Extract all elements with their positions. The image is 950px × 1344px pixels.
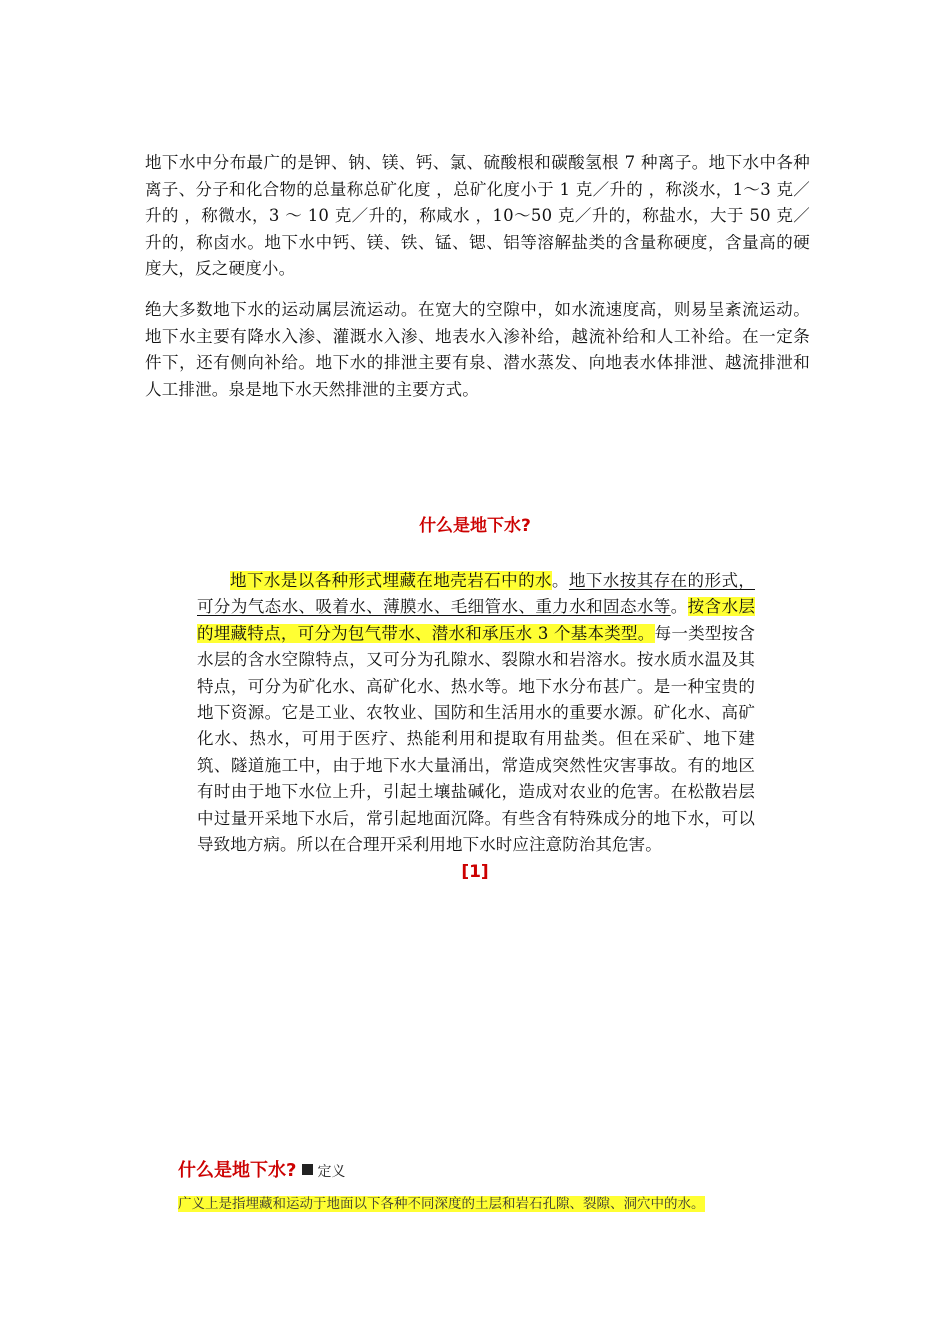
highlighted-text: 按含水层的埋藏特点，可分为包气带水、潜水和承压水 3 个基本类型。 (197, 597, 755, 643)
definition-label: 定义 (317, 1164, 346, 1180)
highlighted-text: 地下水是以各种形式埋藏在地壳岩石中的水 (230, 571, 552, 590)
punctuation: 。 (551, 571, 569, 590)
paragraph-groundwater-movement: 绝大多数地下水的运动属层流运动。在宽大的空隙中，如水流速度高，则易呈紊流运动。地下水主要有降水入渗、灌溉水入渗、地表水入渗补给，越流补给和人工补给。在一定条件下，还有侧向补给。地下水的排泄主要有泉、潜水蒸发、向地表水体排泄、越流排泄和人工排泄。泉是地下水天然排泄的主要方式。 (145, 300, 810, 399)
body-text: 每一类型按含水层的含水空隙特点，又可分为孔隙水、裂隙水和岩溶水。按水质水温及其特点，可分为矿化水、高矿化水、热水等。地下水分布甚广。是一种宝贵的地下资源。它是工业、农牧业、国防和生活用水的重要水源。矿化水、高矿化水、热水，可用于医疗、热能利用和提取有用盐类。但在采矿、地下建筑、隧道施工中，由于地下水大量涌出，常造成突然性灾害事故。有的地区有时由于地下水位上升，引起土壤盐碱化，造成对农业的危害。在松散岩层中过量开采地下水后，常引起地面沉降。有些含有特殊成分的地下水，可以导致地方病。所以在合理开采利用地下水时应注意防治其危害。 (197, 623, 755, 855)
reference-link[interactable]: [1] (461, 862, 489, 882)
underlined-text: 地下水按其存在的形式，可分为气态水、吸着水、薄膜水、毛细管水、重力水和固态水等 (197, 571, 755, 617)
square-bullet-icon (302, 1164, 313, 1175)
highlighted-text: 广义上是指埋藏和运动于地面以下各种不同深度的土层和岩石孔隙、裂隙、洞穴中的水。 (178, 1196, 705, 1212)
paragraph-ion-composition: 地下水中分布最广的是钾、钠、镁、钙、氯、硫酸根和碳酸氢根 7 种离子。地下水中各种离子、分子和化合物的总量称总矿化度 ，总矿化度小于 1 克／升的 ，称淡水，1～3 克／升的 ，称微水，3 ～ 10 克／升的，称咸水 ，10～50 克／升的，称盐水，大于 50 克／升的，称卤水。地下水中钙、镁、铁、锰、锶、铝等溶解盐类的含量称硬度，含量高的硬度大，反之硬度小。 (145, 153, 810, 278)
punctuation: 。 (670, 597, 688, 617)
section-title: 什么是地下水? (419, 516, 531, 536)
section-title: 什么是地下水? (178, 1160, 297, 1181)
definition-text (178, 1194, 818, 1214)
definition-header (178, 1156, 345, 1182)
paragraph-definition-main (197, 568, 755, 858)
